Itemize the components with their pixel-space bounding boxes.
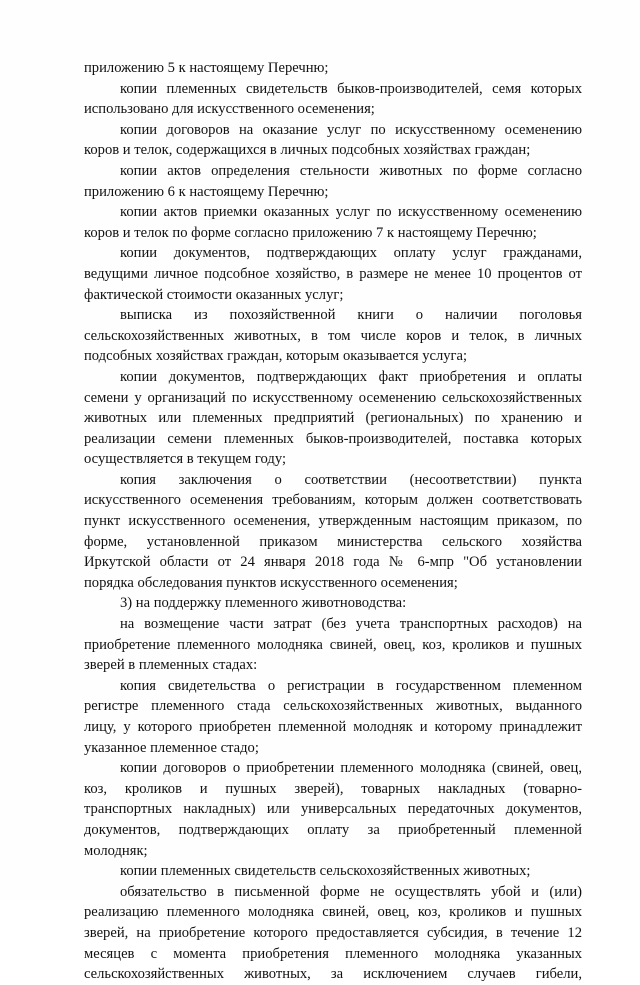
text-line: молодняк;	[84, 842, 148, 859]
text-line: реализацию племенного молодняка свиней, овец, коз, кроликов и пушных	[84, 904, 582, 921]
text-line: сельскохозяйственных животных, за исключением случаев гибели,	[84, 966, 582, 983]
text-line: указанное племенное стадо;	[84, 739, 259, 756]
text-line: копии договоров о приобретении племенного молодняка (свиней, овец,	[120, 760, 582, 777]
text-line: документов, подтверждающих оплату за приобретенный племенной	[84, 821, 582, 838]
text-line: животных или племенных предприятий (региональных) по хранению и	[84, 410, 582, 427]
text-line: семени у организаций по искусственному осеменению сельскохозяйственных	[84, 389, 582, 406]
text-line: реализации семени племенных быков-производителей, поставка которых	[84, 430, 582, 447]
text-line: коров и телок, содержащихся в личных подсобных хозяйствах граждан;	[84, 142, 531, 159]
text-line: порядка обследования пунктов искусственного осеменения;	[84, 574, 458, 591]
text-line: фактической стоимости оказанных услуг;	[84, 286, 344, 303]
text-line: коров и телок по форме согласно приложению 7 к настоящему Перечню;	[84, 224, 537, 241]
document-body	[84, 58, 582, 985]
text-line: копии актов определения стельности животных по форме согласно	[120, 162, 582, 179]
text-line: осуществляется в текущем году;	[84, 451, 286, 468]
text-line: приложению 5 к настоящему Перечню;	[84, 60, 329, 76]
text-line: копии документов, подтверждающих факт приобретения и оплаты	[120, 368, 582, 385]
text-line: коз, кроликов и пушных зверей), товарных накладных (товарно-	[84, 780, 582, 797]
text-line: на возмещение части затрат (без учета транспортных расходов) на	[120, 616, 582, 633]
text-line: форме, установленной приказом министерства сельского хозяйства	[84, 533, 582, 550]
text-line: ведущими личное подсобное хозяйство, в размере не менее 10 процентов от	[84, 265, 582, 282]
text-line: копия заключения о соответствии (несоответствии) пункта	[120, 471, 582, 488]
text-line: копии документов, подтверждающих оплату услуг гражданами,	[120, 245, 582, 262]
text-line: зверей в племенных стадах:	[84, 657, 258, 674]
text-line: месяцев с момента приобретения племенного молодняка указанных	[84, 945, 582, 962]
text-line: транспортных накладных) или универсальных передаточных документов,	[84, 801, 582, 818]
text-line: приобретение племенного молодняка свиней, овец, коз, кроликов и пушных	[84, 636, 582, 653]
text-line: регистре племенного стада сельскохозяйственных животных, выданного	[84, 698, 582, 715]
text-line: пункт искусственного осеменения, утвержденным настоящим приказом, по	[84, 513, 582, 530]
text-line: копия свидетельства о регистрации в государственном племенном	[120, 677, 582, 694]
text-line: сельскохозяйственных животных, в том числе коров и телок, в личных	[84, 327, 582, 344]
text-line: копии актов приемки оказанных услуг по искусственному осеменению	[120, 204, 582, 221]
text-line: лицу, у которого приобретен племенной молодняк и которому принадлежит	[84, 719, 582, 735]
text-line: 3) на поддержку племенного животноводства:	[120, 595, 407, 612]
text-line: искусственного осеменения требованиям, которым должен соответствовать	[84, 492, 582, 509]
text-line: приложению 6 к настоящему Перечню;	[84, 183, 329, 200]
text-line: копии племенных свидетельств быков-производителей, семя которых	[120, 80, 582, 97]
text-line: обязательство в письменной форме не осуществлять убой и (или)	[120, 883, 582, 900]
text-line: копии договоров на оказание услуг по искусственному осеменению	[120, 121, 582, 138]
text-line: копии племенных свидетельств сельскохозяйственных животных;	[120, 863, 531, 880]
text-line: подсобных хозяйствах граждан, которым оказывается услуга;	[84, 348, 468, 365]
text-line: Иркутской области от 24 января 2018 года № 6-мпр "Об установлении	[84, 554, 582, 571]
text-line: зверей, на приобретение которого предоставляется субсидия, в течение 12	[84, 924, 582, 941]
text-line: использовано для искусственного осеменения;	[84, 101, 375, 118]
text-line: выписка из похозяйственной книги о наличии поголовья	[120, 307, 582, 324]
